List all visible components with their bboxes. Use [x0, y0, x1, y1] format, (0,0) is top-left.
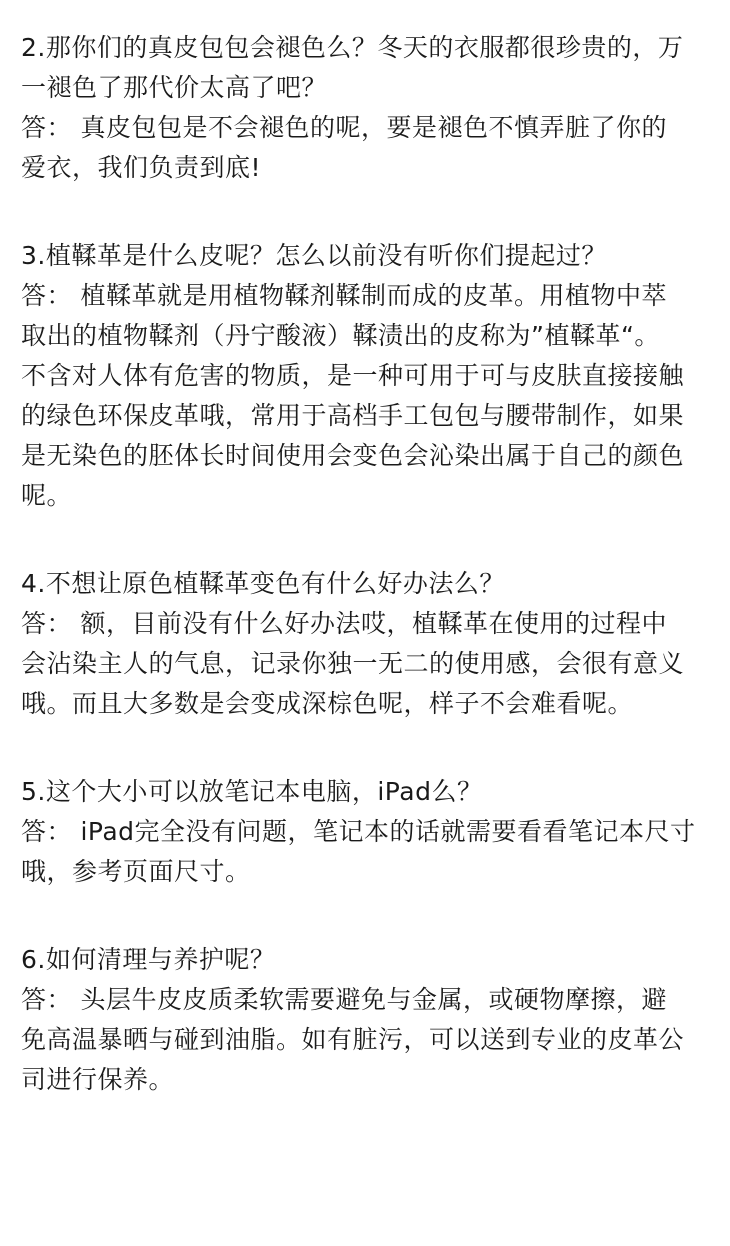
faq-item-2	[21, 28, 711, 188]
faq-list	[21, 28, 711, 1148]
question-line: 一褪色了那代价太高了吧？	[21, 73, 328, 102]
answer-line: 会沾染主人的气息，记录你独一无二的使用感，会很有意义	[21, 649, 685, 678]
answer-line: 爱衣，我们负责到底!	[21, 153, 262, 182]
answer-line: 呢。	[21, 481, 73, 510]
answer-line: 不含对人体有危害的物质，是一种可用于可与皮肤直接接触	[21, 361, 685, 390]
answer-line: 取出的植物鞣剂（丹宁酸液）鞣渍出的皮称为”植鞣革“。	[21, 321, 660, 350]
question-line: 5.这个大小可以放笔记本电脑，iPad么？	[21, 777, 483, 806]
faq-item-4	[21, 564, 711, 724]
answer-line: 是无染色的胚体长时间使用会变色会沁染出属于自己的颜色	[21, 441, 685, 470]
answer-line: 哦，参考页面尺寸。	[21, 857, 251, 886]
answer-line: 答： iPad完全没有问题，笔记本的话就需要看看笔记本尺寸	[21, 817, 696, 846]
answer-line: 免高温暴晒与碰到油脂。如有脏污，可以送到专业的皮革公	[21, 1025, 685, 1054]
answer-line: 答： 额，目前没有什么好办法哎，植鞣革在使用的过程中	[21, 609, 667, 638]
question-line: 4.不想让原色植鞣革变色有什么好办法么？	[21, 569, 505, 598]
faq-item-5	[21, 772, 711, 892]
answer-line: 司进行保养。	[21, 1065, 175, 1094]
question-line: 3.植鞣革是什么皮呢？怎么以前没有听你们提起过？	[21, 241, 607, 270]
faq-item-6	[21, 940, 711, 1100]
answer-line: 哦。而且大多数是会变成深棕色呢，样子不会难看呢。	[21, 689, 634, 718]
answer-line: 答： 真皮包包是不会褪色的呢，要是褪色不慎弄脏了你的	[21, 113, 667, 142]
answer-line: 答： 植鞣革就是用植物鞣剂鞣制而成的皮革。用植物中萃	[21, 281, 667, 310]
faq-item-3	[21, 236, 711, 516]
answer-line: 答： 头层牛皮皮质柔软需要避免与金属，或硬物摩擦，避	[21, 985, 667, 1014]
question-line: 6.如何清理与养护呢？	[21, 945, 276, 974]
question-line: 2.那你们的真皮包包会褪色么？冬天的衣服都很珍贵的，万	[21, 33, 684, 62]
answer-line: 的绿色环保皮革哦，常用于高档手工包包与腰带制作，如果	[21, 401, 685, 430]
